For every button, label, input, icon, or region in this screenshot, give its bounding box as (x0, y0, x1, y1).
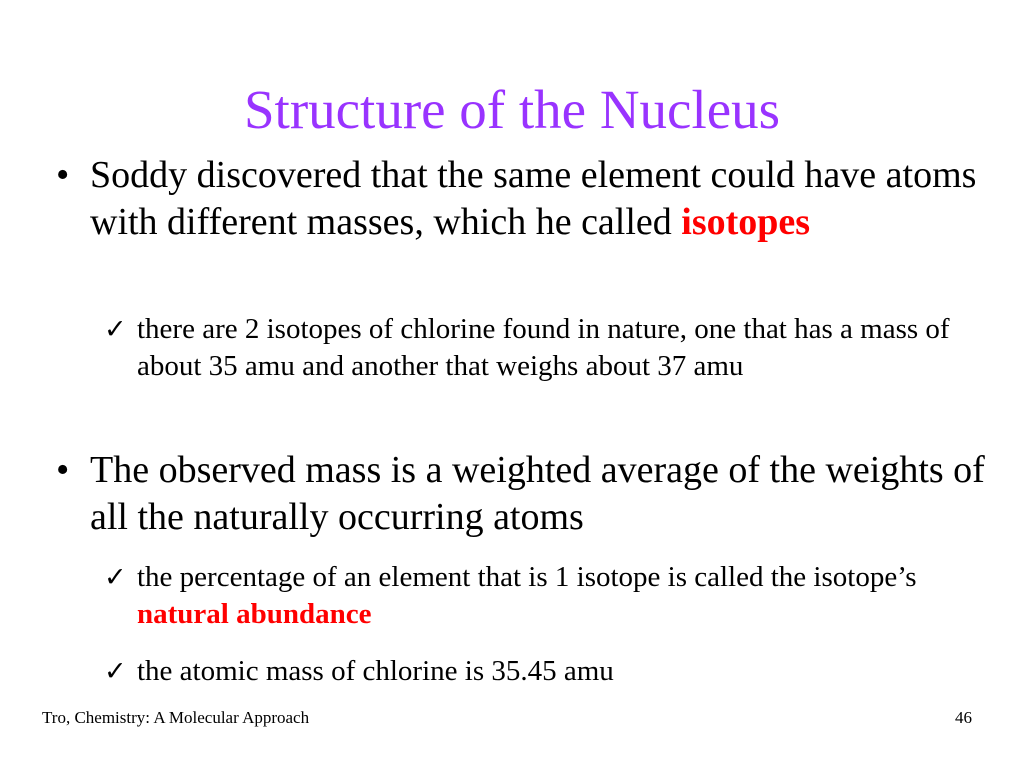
checkmark-icon: ✓ (104, 562, 127, 593)
sub-bullet-text: the percentage of an element that is 1 isotope is called the isotope’s (137, 561, 917, 593)
sub-bullet-item (104, 311, 997, 385)
checkmark-icon: ✓ (104, 656, 127, 687)
highlight-term: natural abundance (137, 598, 372, 630)
bullet-text: Soddy discovered that the same element could have atoms with different masses, which he called (90, 154, 977, 243)
bullet-item (56, 447, 990, 541)
sub-bullet-item (104, 559, 997, 633)
bullet-dot-icon: • (56, 449, 70, 491)
page-number: 46 (955, 708, 972, 727)
highlight-term: isotopes (681, 201, 811, 243)
bullet-item (56, 152, 990, 246)
bullet-dot-icon: • (56, 154, 70, 196)
checkmark-icon: ✓ (104, 314, 127, 345)
sub-bullet-text: the atomic mass of chlorine is 35.45 amu (137, 655, 614, 687)
sub-bullet-text: there are 2 isotopes of chlorine found in nature, one that has a mass of about 35 amu and another that weighs about 37 amu (137, 313, 950, 382)
sub-bullet-item (104, 653, 997, 690)
footer-source: Tro, Chemistry: A Molecular Approach (42, 708, 310, 727)
bullet-text: The observed mass is a weighted average of the weights of all the naturally occurring atoms (90, 449, 985, 538)
slide-title: Structure of the Nucleus (243, 79, 781, 140)
